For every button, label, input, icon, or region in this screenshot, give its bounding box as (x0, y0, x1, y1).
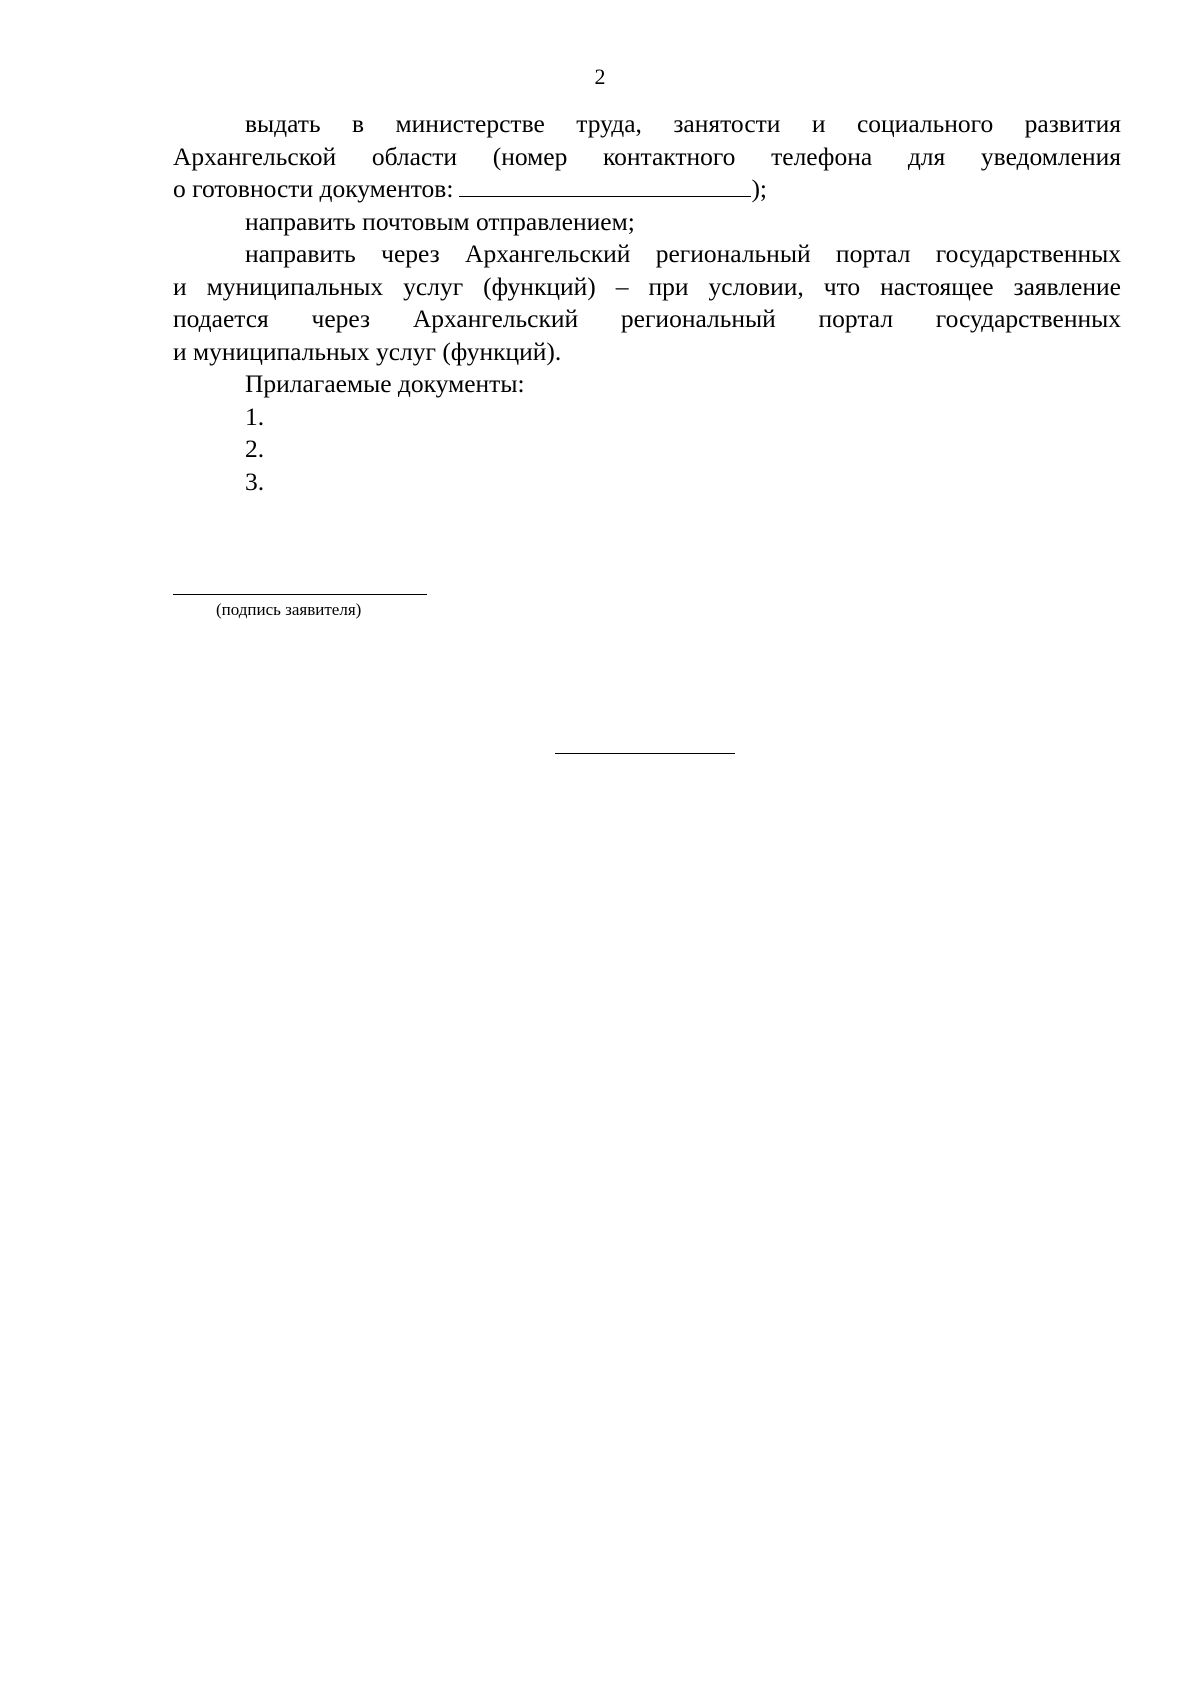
document-end-divider (555, 753, 735, 754)
attachment-item: 1. (245, 401, 265, 431)
attachments-heading: Прилагаемые документы: (245, 369, 525, 398)
signature-caption: (подпись заявителя) (216, 600, 362, 619)
signature-line[interactable] (173, 594, 427, 595)
portal-option-line-1: направить через Архангельский региональный портал государственных (245, 239, 1121, 268)
portal-option-line-3: подается через Архангельский региональный портал государственных (173, 304, 1121, 333)
portal-option-line-4: и муниципальных услуг (функций). (173, 336, 562, 366)
attachment-item: 2. (245, 434, 265, 463)
issue-option-line-3 (173, 173, 1121, 206)
page-number: 2 (594, 64, 606, 89)
issue-option-line-2: Архангельской области (номер контактного телефона для уведомления (173, 141, 1121, 171)
issue-option-line-1: выдать в министерстве труда, занятости и социального развития (245, 109, 1121, 138)
document-body (173, 108, 1121, 498)
mail-option: направить почтовым отправлением; (245, 206, 635, 236)
attachment-item: 3. (245, 466, 265, 496)
issue-option-line-3-prefix: о готовности документов: (173, 174, 454, 203)
portal-option-line-2: и муниципальных услуг (функций) – при условии, что настоящее заявление (173, 271, 1121, 301)
issue-option-line-3-suffix: ); (751, 174, 768, 203)
phone-number-blank[interactable] (459, 174, 751, 197)
